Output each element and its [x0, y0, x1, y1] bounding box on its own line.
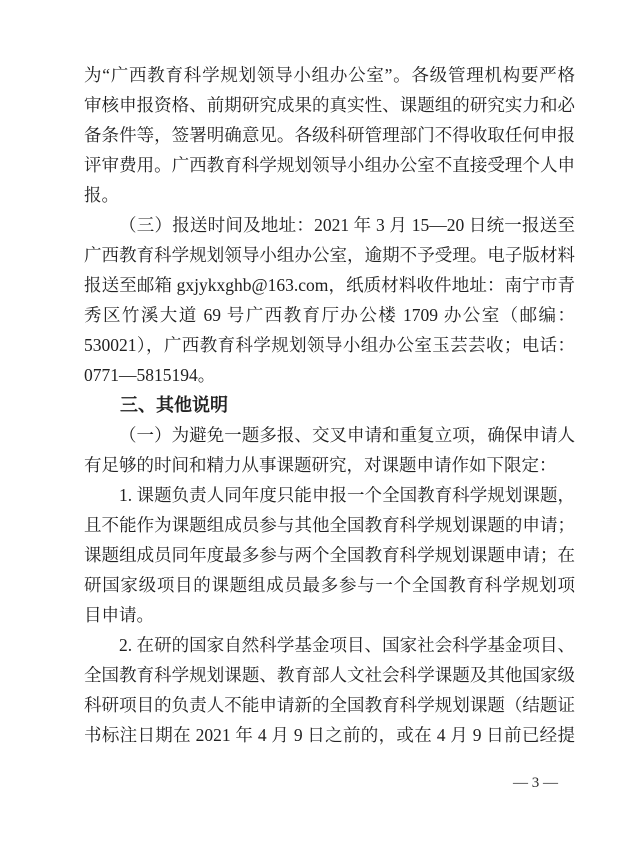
page-number: — 3 —: [513, 775, 558, 791]
text-line: 目申请。: [84, 605, 154, 625]
text-line: 科研项目的负责人不能申请新的全国教育科学规划课题（结题证: [84, 695, 575, 715]
text-line: 530021），广西教育科学规划领导小组办公室玉芸芸收；电话：: [84, 335, 575, 355]
text-line: 报送至邮箱 gxjykxghb@163.com，纸质材料收件地址：南宁市青: [84, 275, 575, 295]
text-line: 评审费用。广西教育科学规划领导小组办公室不直接受理个人申: [84, 155, 575, 175]
text-line: 研国家级项目的课题组成员最多参与一个全国教育科学规划项: [84, 575, 575, 595]
paragraph-rule-2: [84, 630, 575, 750]
text-line: 广西教育科学规划领导小组办公室，逾期不予受理。电子版材料: [84, 245, 575, 265]
paragraph-continued: [84, 60, 575, 210]
text-line: 有足够的时间和精力从事课题研究，对课题申请作如下限定：: [84, 455, 557, 475]
text-line: 且不能作为课题组成员参与其他全国教育科学规划课题的申请；: [84, 515, 575, 535]
text-line: （一）为避免一题多报、交叉申请和重复立项，确保申请人: [119, 425, 575, 445]
text-line: 审核申报资格、前期研究成果的真实性、课题组的研究实力和必: [84, 95, 575, 115]
paragraph-restrictions-intro: [84, 420, 575, 480]
text-line: 2. 在研的国家自然科学基金项目、国家社会科学基金项目、: [119, 635, 575, 655]
paragraph-rule-1: [84, 480, 575, 630]
text-line: 为“广西教育科学规划领导小组办公室”。各级管理机构要严格: [84, 65, 575, 85]
paragraph-submission-time-address: [84, 210, 575, 390]
text-line: 1. 课题负责人同年度只能申报一个全国教育科学规划课题，: [119, 485, 575, 505]
section-heading: 三、其他说明: [120, 395, 228, 415]
text-line: 备条件等，签署明确意见。各级科研管理部门不得收取任何申报: [84, 125, 575, 145]
text-line: 全国教育科学规划课题、教育部人文社会科学课题及其他国家级: [84, 665, 575, 685]
text-line: 课题组成员同年度最多参与两个全国教育科学规划课题申请；在: [84, 545, 575, 565]
text-line: （三）报送时间及地址：2021 年 3 月 15—20 日统一报送至: [119, 215, 575, 235]
text-line: 报。: [84, 185, 119, 205]
document-body: [84, 60, 575, 750]
text-line: 书标注日期在 2021 年 4 月 9 日之前的，或在 4 月 9 日前已经提: [84, 725, 575, 745]
heading-other-notes: [84, 390, 575, 420]
text-line: 0771—5815194。: [84, 365, 216, 385]
text-line: 秀区竹溪大道 69 号广西教育厅办公楼 1709 办公室（邮编：: [84, 305, 575, 325]
